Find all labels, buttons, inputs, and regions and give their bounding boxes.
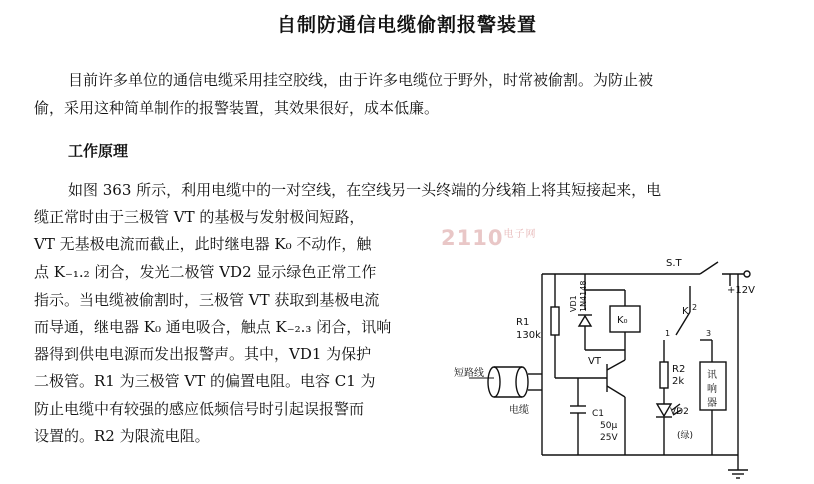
switch-label: S.T [666, 258, 682, 269]
pin3-label: 3 [706, 329, 712, 338]
vd2-color: (绿) [677, 431, 694, 441]
r2-name: R2 [672, 364, 686, 375]
body-line-5: 指示。当电缆被偷割时，三极管 VT 获取到基极电流 [34, 291, 380, 309]
contact-label: K [682, 306, 689, 317]
body-line-2: 缆正常时由于三极管 VT 的基极与发射极间短路， [34, 208, 365, 226]
body-line-3: VT 无基极电流而截止，此时继电器 K₀ 不动作，触 [34, 235, 372, 253]
buzzer-label-3: 器 [707, 398, 717, 409]
relay-label: K₀ [617, 315, 628, 326]
body-line-7: 器得到供电电源而发出报警声。其中，VD1 为保护 [34, 345, 372, 363]
r1-value: 130k [516, 330, 541, 341]
body-line-1: 如图 363 所示，利用电缆中的一对空线，在空线另一头终端的分线箱上将其短接起来，电 [68, 181, 662, 199]
body-line-9: 防止电缆中有较强的感应低频信号时引起误报警而 [34, 400, 365, 418]
pin2-label: 2 [692, 303, 698, 312]
vt-label: VT [588, 356, 601, 367]
intro-line-1: 目前许多单位的通信电缆采用挂空胶线，由于许多电缆位于野外，时常被偷割。为防止被 [68, 71, 654, 89]
body-line-4: 点 K₋₁.₂ 闭合，发光二极管 VD2 显示绿色正常工作 [34, 263, 377, 281]
r2-value: 2k [672, 376, 685, 387]
page-title: 自制防通信电缆偷割报警装置 [276, 14, 537, 36]
short-line-label: 短路线 [454, 368, 484, 379]
buzzer-label-2: 响 [707, 384, 717, 395]
section-heading: 工作原理 [68, 142, 129, 160]
body-line-10: 设置的。R2 为限流电阻。 [34, 427, 210, 445]
watermark: $2110^{电子网}$ [441, 226, 537, 250]
buzzer-label-1: 讯 [707, 370, 717, 381]
c1-name: C1 [592, 409, 605, 419]
body-line-6: 而导通，继电器 K₀ 通电吸合，触点 K₋₂.₃ 闭合，讯响 [34, 318, 392, 336]
vd1-part: 1N4148 [579, 280, 588, 312]
supply-label: +12V [727, 285, 755, 296]
r1-name: R1 [516, 317, 530, 328]
pin1-label: 1 [665, 329, 671, 338]
intro-line-2: 偷，采用这种简单制作的报警装置，其效果很好，成本低廉。 [34, 99, 440, 117]
vd2-label: VD2 [670, 407, 689, 417]
body-line-8: 二极管。R1 为三极管 VT 的偏置电阻。电容 C1 为 [34, 372, 376, 390]
vd1-name: VD1 [569, 295, 578, 312]
c1-voltage: 25V [600, 433, 618, 443]
c1-value: 50μ [600, 421, 618, 431]
cable-label: 电缆 [509, 405, 529, 416]
